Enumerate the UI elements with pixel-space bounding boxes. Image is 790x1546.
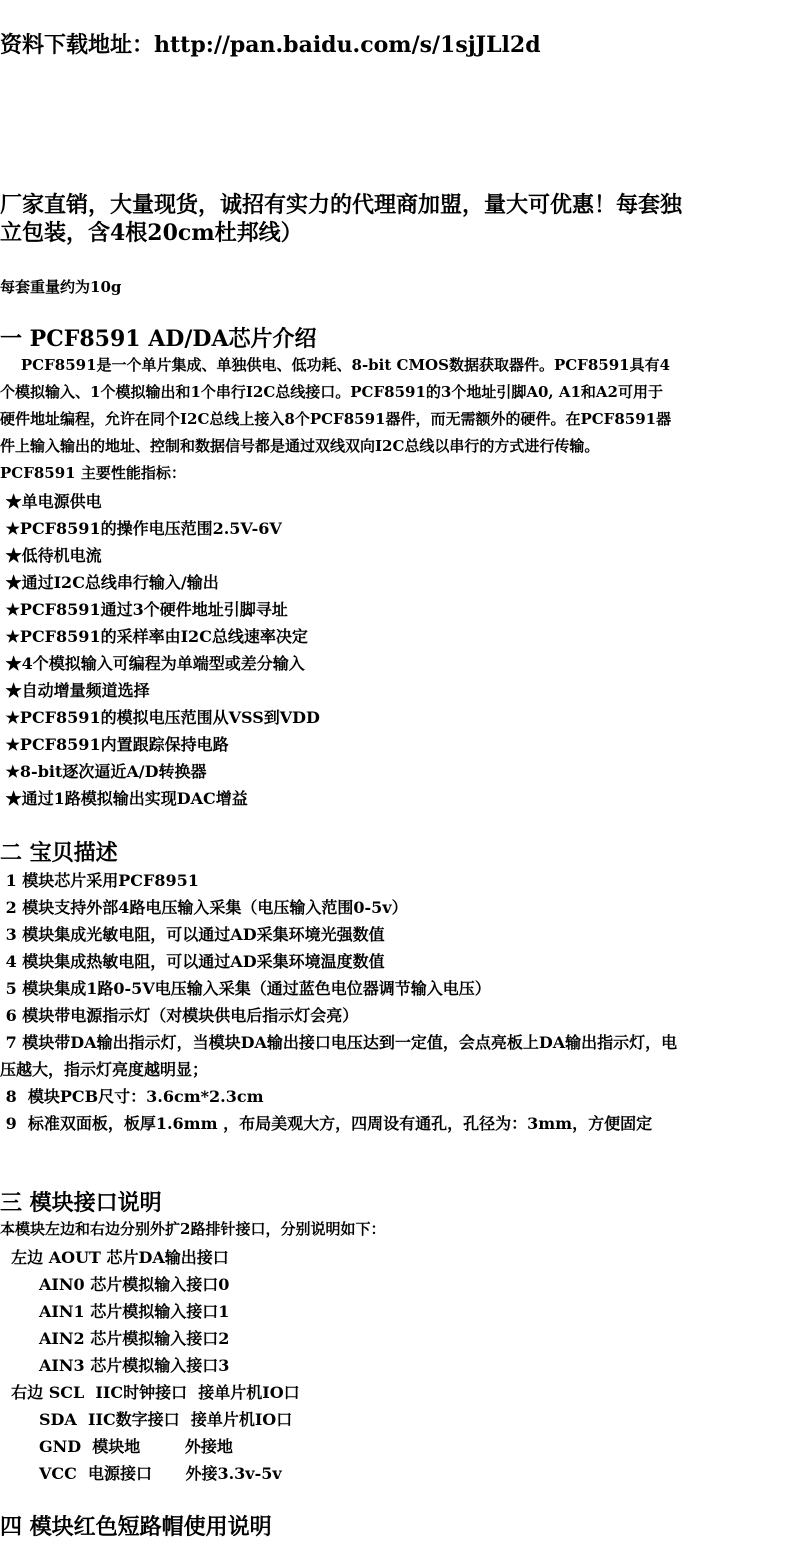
interface-row: AIN3 芯片模拟输入接口3	[0, 1356, 230, 1375]
section-1-title: 一 PCF8591 AD/DA芯片介绍	[0, 326, 317, 352]
intro-paragraph-line: 件上输入输出的地址、控制和数据信号都是通过双线双向I2C总线以串行的方式进行传输。	[0, 437, 600, 455]
description-item: 7 模块带DA输出指示灯，当模块DA输出接口电压达到一定值，会点亮板上DA输出指示灯，电	[0, 1033, 678, 1052]
feature-item: ★通过1路模拟输出实现DAC增益	[0, 789, 248, 808]
intro-paragraph-line: 硬件地址编程，允许在同个I2C总线上接入8个PCF8591器件，而无需额外的硬件。在PCF8591器	[0, 410, 672, 428]
description-item: 8 模块PCB尺寸：3.6cm*2.3cm	[0, 1087, 264, 1106]
feature-item: ★单电源供电	[0, 492, 102, 511]
description-item: 5 模块集成1路0-5V电压输入采集（通过蓝色电位器调节输入电压）	[0, 979, 491, 998]
interface-row: AIN1 芯片模拟输入接口1	[0, 1302, 230, 1321]
feature-item: ★PCF8591内置跟踪保持电路	[0, 735, 229, 754]
feature-item: ★PCF8591的采样率由I2C总线速率决定	[0, 627, 308, 646]
interface-row: AIN0 芯片模拟输入接口0	[0, 1275, 230, 1294]
description-item: 1 模块芯片采用PCF8951	[0, 871, 199, 890]
description-item: 3 模块集成光敏电阻，可以通过AD采集环境光强数值	[0, 925, 385, 944]
promo-line-2: 立包装，含4根20cm杜邦线）	[0, 220, 303, 246]
interface-row: 右边 SCL IIC时钟接口 接单片机IO口	[0, 1383, 300, 1402]
description-item: 9 标准双面板，板厚1.6mm ，布局美观大方，四周设有通孔，孔径为：3mm，方便固定	[0, 1114, 653, 1133]
interface-row: 左边 AOUT 芯片DA输出接口	[0, 1248, 229, 1267]
interface-intro: 本模块左边和右边分别外扩2路排针接口，分别说明如下：	[0, 1220, 386, 1238]
description-item: 4 模块集成热敏电阻，可以通过AD采集环境温度数值	[0, 952, 385, 971]
feature-item: ★低待机电流	[0, 546, 102, 565]
feature-item: ★PCF8591通过3个硬件地址引脚寻址	[0, 600, 288, 619]
interface-row: GND 模块地 外接地	[0, 1437, 233, 1456]
weight-note: 每套重量约为10g	[0, 278, 122, 296]
intro-paragraph-line: 个模拟输入、1个模拟输出和1个串行I2C总线接口。PCF8591的3个地址引脚A0, A1和A2可用于	[0, 383, 663, 401]
feature-item: ★8-bit逐次逼近A/D转换器	[0, 762, 207, 781]
feature-item: ★4个模拟输入可编程为单端型或差分输入	[0, 654, 305, 673]
interface-row: SDA IIC数字接口 接单片机IO口	[0, 1410, 293, 1429]
feature-item: ★PCF8591的模拟电压范围从VSS到VDD	[0, 708, 320, 727]
section-3-title: 三 模块接口说明	[0, 1190, 162, 1216]
section-4-title: 四 模块红色短路帽使用说明	[0, 1514, 272, 1540]
features-title: PCF8591 主要性能指标：	[0, 464, 186, 482]
promo-line-1: 厂家直销，大量现货，诚招有实力的代理商加盟，量大可优惠！每套独	[0, 192, 683, 218]
intro-paragraph-line: PCF8591是一个单片集成、单独供电、低功耗、8-bit CMOS数据获取器件。PCF8591具有4	[0, 356, 671, 374]
description-item: 压越大，指示灯亮度越明显；	[0, 1060, 209, 1079]
feature-item: ★PCF8591的操作电压范围2.5V-6V	[0, 519, 282, 538]
section-2-title: 二 宝贝描述	[0, 840, 118, 866]
feature-item: ★自动增量频道选择	[0, 681, 150, 700]
interface-row: AIN2 芯片模拟输入接口2	[0, 1329, 230, 1348]
description-item: 6 模块带电源指示灯（对模块供电后指示灯会亮）	[0, 1006, 359, 1025]
interface-row: VCC 电源接口 外接3.3v-5v	[0, 1464, 282, 1483]
feature-item: ★通过I2C总线串行输入/输出	[0, 573, 219, 592]
download-link-line: 资料下载地址：http://pan.baidu.com/s/1sjJLl2d	[0, 32, 541, 58]
description-item: 2 模块支持外部4路电压输入采集（电压输入范围0-5v）	[0, 898, 408, 917]
